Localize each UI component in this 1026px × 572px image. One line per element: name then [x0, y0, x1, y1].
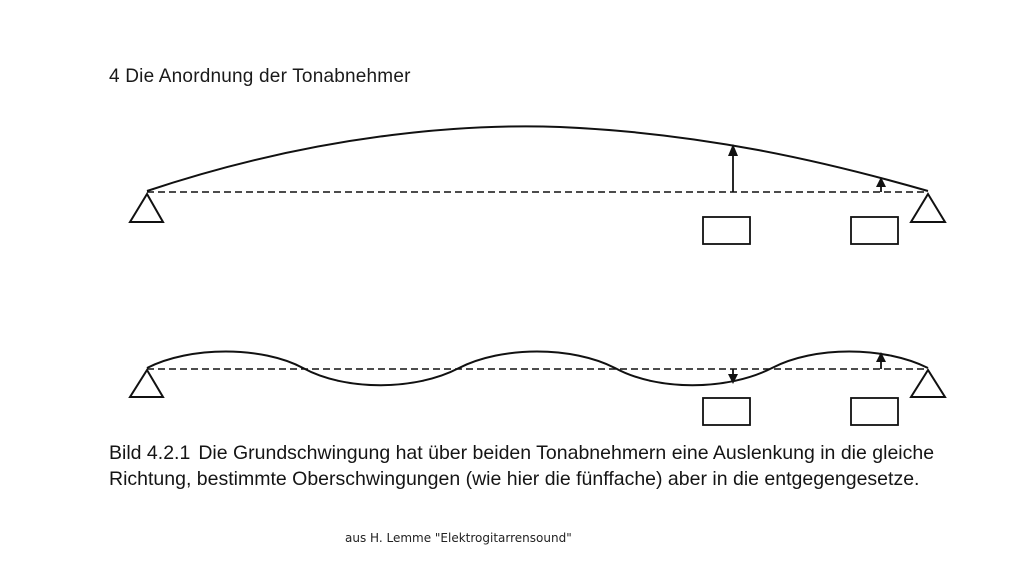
fundamental-wave [147, 126, 928, 191]
source-credit: aus H. Lemme "Elektrogitarrensound" [345, 531, 572, 545]
right-bridge-support-icon [911, 370, 945, 397]
left-bridge-support-icon [130, 194, 163, 222]
bridge-pickup-box [851, 217, 898, 244]
bridge-pickup-box [851, 398, 898, 425]
fundamental-mode-diagram [130, 126, 945, 244]
neck-pickup-box [703, 398, 750, 425]
fifth-harmonic-diagram [130, 352, 945, 426]
figure-label: Bild 4.2.1 [109, 442, 191, 464]
caption-text: Die Grundschwingung hat über beiden Tonabnehmern eine Auslenkung in die gleiche Richtung, bestimmte Oberschwingungen (wie hier die fünffache) aber in die entgegengesetze. [109, 442, 935, 490]
section-heading: 4 Die Anordnung der Tonabnehmer [109, 66, 411, 87]
figure-caption [109, 440, 979, 492]
neck-pickup-box [703, 217, 750, 244]
right-bridge-support-icon [911, 194, 945, 222]
left-bridge-support-icon [130, 370, 163, 397]
